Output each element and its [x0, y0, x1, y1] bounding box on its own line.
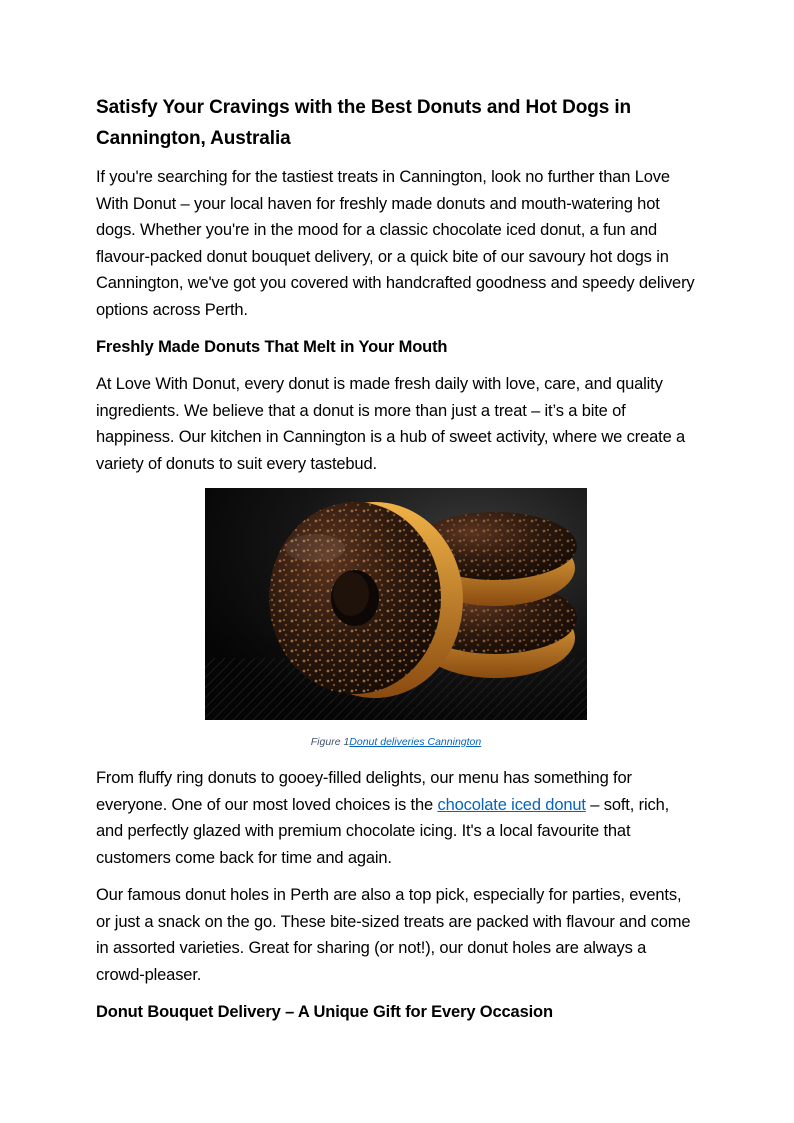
figure-caption-label: Figure 1	[310, 736, 350, 748]
article-title: Satisfy Your Cravings with the Best Donuts and Hot Dogs in Cannington, Australia	[96, 97, 632, 149]
figure-caption-link[interactable]: Donut deliveries Cannington	[349, 736, 482, 748]
figure	[96, 488, 696, 749]
menu-paragraph	[96, 765, 696, 871]
fresh-donuts-paragraph: At Love With Donut, every donut is made fresh daily with love, care, and quality ingredients. We believe that a donut is more than just a treat – it’s a bite of happiness. Our kitchen in Cannington is a hub of sweet activity, where we create a variety of donuts to suit every tastebud.	[96, 375, 686, 473]
figure-caption	[96, 735, 696, 749]
donut-holes-paragraph: Our famous donut holes in Perth are also a top pick, especially for parties, events, or just a snack on the go. These bite-sized treats are packed with flavour and come in assorted varieties. Great for sharing (or not!), our donut holes are always a crowd-pleaser.	[96, 886, 691, 984]
intro-paragraph: If you're searching for the tastiest treats in Cannington, look no further than Love With Donut – your local haven for freshly made donuts and mouth-watering hot dogs. Whether you're in the mood for a classic chocolate iced donut, a fun and flavour-packed donut bouquet delivery, or a quick bite of our savoury hot dogs in Cannington, we've got you covered with handcrafted goodness and speedy delivery options across Perth.	[96, 168, 695, 319]
chocolate-iced-donut-link[interactable]: chocolate iced donut	[437, 795, 586, 814]
section-heading-bouquet: Donut Bouquet Delivery – A Unique Gift for Every Occasion	[96, 1003, 553, 1021]
section-heading-fresh-donuts: Freshly Made Donuts That Melt in Your Mouth	[96, 338, 448, 356]
donut-photo	[205, 488, 587, 720]
menu-paragraph-text-start: From fluffy ring donuts to gooey-filled delights, our menu has something for everyone. One of our most loved choices is the	[96, 769, 632, 814]
document-page	[96, 92, 696, 1036]
menu-paragraph-text-end: – soft, rich, and perfectly glazed with premium chocolate icing. It's a local favourite that customers come back for time and again.	[96, 795, 670, 867]
